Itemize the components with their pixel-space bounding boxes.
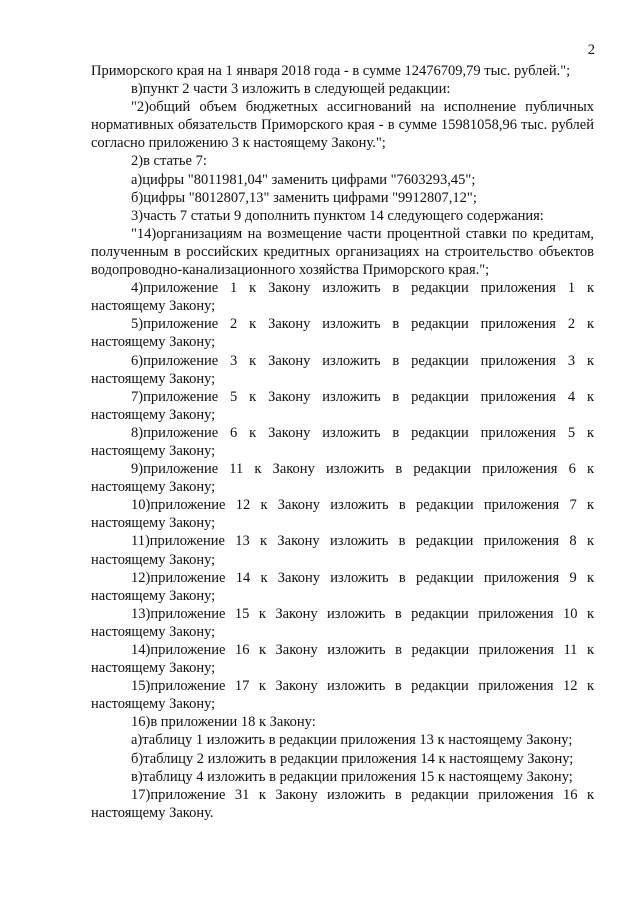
paragraph: 9)приложение 11 к Закону изложить в редакции приложения 6 к настоящему Закону; <box>91 461 594 496</box>
paragraph: 17)приложение 31 к Закону изложить в редакции приложения 16 к настоящему Закону. <box>91 786 594 821</box>
paragraph: 14)приложение 16 к Закону изложить в редакции приложения 11 к настоящему Закону; <box>91 642 594 677</box>
paragraph: "2)общий объем бюджетных ассигнований на исполнение публичных нормативных обязательств Приморского края - в сумме 15981058,96 тыс. рублей согласно приложению 3 к настоящему Закону."; <box>91 99 594 152</box>
paragraph: б)таблицу 2 изложить в редакции приложения 14 к настоящему Закону; <box>131 750 574 767</box>
paragraph: 12)приложение 14 к Закону изложить в редакции приложения 9 к настоящему Закону; <box>91 569 594 604</box>
paragraph: 15)приложение 17 к Закону изложить в редакции приложения 12 к настоящему Закону; <box>91 678 594 713</box>
paragraph: 11)приложение 13 к Закону изложить в редакции приложения 8 к настоящему Закону; <box>91 533 594 568</box>
paragraph: 8)приложение 6 к Закону изложить в редакции приложения 5 к настоящему Закону; <box>91 424 594 459</box>
paragraph: 6)приложение 3 к Закону изложить в редакции приложения 3 к настоящему Закону; <box>91 352 594 387</box>
paragraph: 2)в статье 7: <box>131 153 207 170</box>
paragraph: Приморского края на 1 января 2018 года - в сумме 12476709,79 тыс. рублей."; <box>91 63 571 79</box>
paragraph: 16)в приложении 18 к Закону: <box>131 714 316 731</box>
paragraph: "14)организациям на возмещение части процентной ставки по кредитам, полученным в российских кредитных организациях на строительство объектов водопроводно-канализационного хозяйства Приморского края."; <box>91 225 594 279</box>
paragraph: 13)приложение 15 к Закону изложить в редакции приложения 10 к настоящему Закону; <box>91 605 594 640</box>
paragraph: 7)приложение 5 к Закону изложить в редакции приложения 4 к настоящему Закону; <box>91 388 594 423</box>
paragraph: 3)часть 7 статьи 9 дополнить пунктом 14 следующего содержания: <box>131 207 544 224</box>
paragraph: б)цифры "8012807,13" заменить цифрами "9912807,12"; <box>131 189 477 206</box>
document-body <box>91 62 594 822</box>
paragraph: 10)приложение 12 к Закону изложить в редакции приложения 7 к настоящему Закону; <box>91 497 594 532</box>
paragraph: 5)приложение 2 к Закону изложить в редакции приложения 2 к настоящему Закону; <box>91 316 594 351</box>
paragraph: а)цифры "8011981,04" заменить цифрами "7603293,45"; <box>131 171 476 188</box>
paragraph: 4)приложение 1 к Закону изложить в редакции приложения 1 к настоящему Закону; <box>91 280 594 315</box>
page-number: 2 <box>587 42 595 58</box>
paragraph: в)пункт 2 части 3 изложить в следующей редакции: <box>131 81 451 98</box>
paragraph: а)таблицу 1 изложить в редакции приложения 13 к настоящему Закону; <box>131 732 573 749</box>
paragraph: в)таблицу 4 изложить в редакции приложения 15 к настоящему Закону; <box>131 768 573 785</box>
